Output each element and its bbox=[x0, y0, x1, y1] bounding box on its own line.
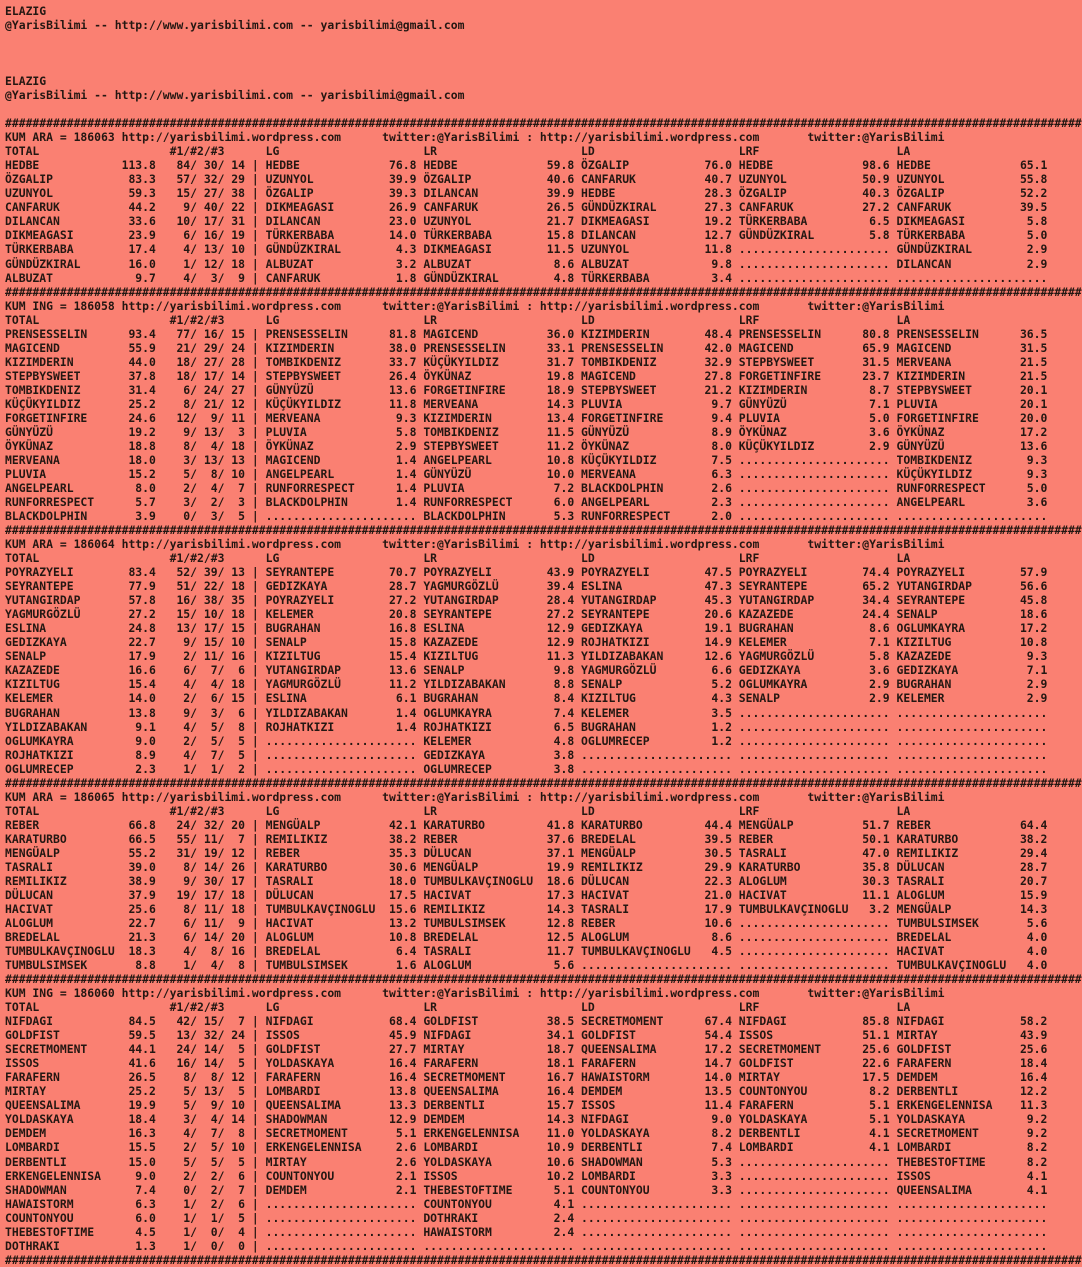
separator-line: ############################################################################################################################################################# bbox=[5, 972, 1082, 987]
table-row: BUGRAHAN 13.8 9/ 3/ 6 | YILDIZABAKAN 1.4 OGLUMKAYRA 7.4 KELEMER 3.5 ...................... ...................... bbox=[5, 705, 1048, 720]
separator-line: ############################################################################################################################################################# bbox=[5, 1252, 1082, 1267]
table-row: KÜÇÜKYILDIZ 25.2 8/ 21/ 12 | KÜÇÜKYILDIZ 11.8 MERVEANA 14.3 PLUVIA 9.7 GÜNYÜZÜ 7.1 PLUVIA 20.1 bbox=[5, 396, 1048, 411]
table-row: ESLINA 24.8 13/ 17/ 15 | BUGRAHAN 16.8 ESLINA 12.9 GEDIZKAYA 19.1 BUGRAHAN 8.6 OGLUMKAYRA 17.2 bbox=[5, 621, 1048, 636]
table-row: DILANCAN 33.6 10/ 17/ 31 | DILANCAN 23.0 UZUNYOL 21.7 DIKMEAGASI 19.2 TÜRKERBABA 6.5 DIKMEAGASI 5.8 bbox=[5, 214, 1048, 229]
blank-line bbox=[5, 102, 1080, 116]
city-line: ELAZIG bbox=[5, 74, 47, 89]
table-row: KIZIMDERIN 44.0 18/ 27/ 28 | TOMBIKDENIZ 33.7 KÜÇÜKYILDIZ 31.7 TOMBIKDENIZ 32.9 STEPBYSWEET 31.5 MERVEANA 21.5 bbox=[5, 354, 1048, 369]
table-row: KARATURBO 66.5 55/ 11/ 7 | REMILIKIZ 38.2 REBER 37.6 BREDELAL 39.5 REBER 50.1 KARATURBO 38.2 bbox=[5, 831, 1048, 846]
table-row: ANGELPEARL 8.0 2/ 4/ 7 | RUNFORRESPECT 1.4 PLUVIA 7.2 BLACKDOLPHIN 2.6 ...................... RUNFORRESPECT 5.0 bbox=[5, 481, 1048, 495]
table-row: YUTANGIRDAP 57.8 16/ 38/ 35 | POYRAZYELI 27.2 YUTANGIRDAP 28.4 YUTANGIRDAP 45.3 YUTANGIRDAP 34.4 SEYRANTEPE 45.8 bbox=[5, 593, 1048, 608]
table-row: SECRETMOMENT 44.1 24/ 14/ 5 | GOLDFIST 27.7 MIRTAY 18.7 QUEENSALIMA 17.2 SECRETMOMENT 25.6 GOLDFIST 25.6 bbox=[5, 1042, 1048, 1057]
table-row: UZUNYOL 59.3 15/ 27/ 38 | ÖZGALIP 39.3 DILANCAN 39.9 HEDBE 28.3 ÖZGALIP 40.3 ÖZGALIP 52.2 bbox=[5, 186, 1048, 201]
table-row: OGLUMRECEP 2.3 1/ 1/ 2 | ...................... OGLUMRECEP 3.8 ...................... ...................... ...................... bbox=[5, 761, 1048, 776]
table-row: PLUVIA 15.2 5/ 8/ 10 | ANGELPEARL 1.4 GÜNYÜZÜ 10.0 MERVEANA 6.3 ...................... KÜÇÜKYILDIZ 9.3 bbox=[5, 466, 1048, 481]
table-row: ERKENGELENNISA 9.0 2/ 2/ 6 | COUNTONYOU 2.1 ISSOS 10.2 LOMBARDI 3.3 ...................... ISSOS 4.1 bbox=[5, 1168, 1048, 1183]
table-row: RUNFORRESPECT 5.7 3/ 2/ 3 | BLACKDOLPHIN 1.4 RUNFORRESPECT 6.0 ANGELPEARL 2.3 ...................... ANGELPEARL 3.6 bbox=[5, 495, 1048, 510]
blank-line bbox=[5, 46, 1080, 60]
section-title-line: KUM ING = 186060 http://yarisbilimi.wordpress.com twitter:@YarisBilimi : http://yarisbilimi.wordpress.com twitter:@YarisBilimi bbox=[5, 986, 945, 1001]
table-row: MAGICEND 55.9 21/ 29/ 24 | KIZIMDERIN 38.0 PRENSESSELIN 33.1 PRENSESSELIN 42.0 MAGICEND 65.9 MAGICEND 31.5 bbox=[5, 340, 1048, 355]
table-row: HAWAISTORM 6.3 1/ 2/ 6 | ...................... COUNTONYOU 4.1 ...................... ...................... ...................... bbox=[5, 1196, 1048, 1211]
table-row: TASRALI 39.0 8/ 14/ 26 | KARATURBO 30.6 MENGÜALP 19.9 REMILIKIZ 29.9 KARATURBO 35.8 DÜLUCAN 28.7 bbox=[5, 859, 1048, 874]
table-row: TUMBULSIMSEK 8.8 1/ 4/ 8 | TUMBULSIMSEK 1.6 ALOGLUM 5.6 ...................... ...................... TUMBULKAVÇINOGLU 4.0 bbox=[5, 958, 1048, 973]
table-row: REBER 66.8 24/ 32/ 20 | MENGÜALP 42.1 KARATURBO 41.8 KARATURBO 44.4 MENGÜALP 51.7 REBER 64.4 bbox=[5, 817, 1048, 832]
section-title-line: KUM ARA = 186065 http://yarisbilimi.wordpress.com twitter:@YarisBilimi : http://yarisbilimi.wordpress.com twitter:@YarisBilimi bbox=[5, 789, 945, 804]
table-row: PRENSESSELIN 93.4 77/ 16/ 15 | PRENSESSELIN 81.8 MAGICEND 36.0 KIZIMDERIN 48.4 PRENSESSELIN 80.8 PRENSESSELIN 36.5 bbox=[5, 326, 1048, 341]
table-row: MERVEANA 18.0 3/ 13/ 13 | MAGICEND 1.4 ANGELPEARL 10.8 KÜÇÜKYILDIZ 7.5 ...................... TOMBIKDENIZ 9.3 bbox=[5, 452, 1048, 467]
table-row: ALBUZAT 9.7 4/ 3/ 9 | CANFARUK 1.8 GÜNDÜZKIRAL 4.8 TÜRKERBABA 3.4 ...................... ...................... bbox=[5, 270, 1048, 285]
table-row: LOMBARDI 15.5 2/ 5/ 10 | ERKENGELENNISA 2.6 LOMBARDI 10.9 DERBENTLI 7.4 LOMBARDI 4.1 LOMBARDI 8.2 bbox=[5, 1140, 1048, 1155]
table-row: CANFARUK 44.2 9/ 40/ 22 | DIKMEAGASI 26.9 CANFARUK 26.5 GÜNDÜZKIRAL 27.3 CANFARUK 27.2 CANFARUK 39.5 bbox=[5, 200, 1048, 215]
table-row: DIKMEAGASI 23.9 6/ 16/ 19 | TÜRKERBABA 14.0 TÜRKERBABA 15.8 DILANCAN 12.7 GÜNDÜZKIRAL 5.8 TÜRKERBABA 5.0 bbox=[5, 228, 1048, 243]
table-row: KAZAZEDE 16.6 6/ 7/ 6 | YUTANGIRDAP 13.6 SENALP 9.8 YAGMURGÖZLÜ 6.6 GEDIZKAYA 3.6 GEDIZKAYA 7.1 bbox=[5, 663, 1048, 678]
section-block-186065 bbox=[5, 790, 1080, 972]
table-row: DÜLUCAN 37.9 19/ 17/ 18 | DÜLUCAN 17.5 HACIVAT 17.3 HACIVAT 21.0 HACIVAT 11.1 ALOGLUM 15.9 bbox=[5, 887, 1048, 902]
table-row: BREDELAL 21.3 6/ 14/ 20 | ALOGLUM 10.8 BREDELAL 12.5 ALOGLUM 8.6 ...................... BREDELAL 4.0 bbox=[5, 930, 1048, 944]
table-row: DOTHRAKI 1.3 1/ 0/ 0 | ...................... ...................... ...................... ...................... ...................... bbox=[5, 1238, 1048, 1253]
table-row: YILDIZABAKAN 9.1 4/ 5/ 8 | ROJHATKIZI 1.4 ROJHATKIZI 6.5 BUGRAHAN 1.2 ...................... ...................... bbox=[5, 719, 1048, 734]
separator-line: ############################################################################################################################################################# bbox=[5, 116, 1082, 131]
table-row: ISSOS 41.6 16/ 14/ 5 | YOLDASKAYA 16.4 FARAFERN 18.1 FARAFERN 14.7 GOLDFIST 22.6 FARAFERN 18.4 bbox=[5, 1056, 1048, 1071]
separator-line: ############################################################################################################################################################# bbox=[5, 284, 1082, 299]
section-title-line: KUM ARA = 186063 http://yarisbilimi.wordpress.com twitter:@YarisBilimi : http://yarisbilimi.wordpress.com twitter:@YarisBilimi bbox=[5, 130, 945, 145]
table-row: HEDBE 113.8 84/ 30/ 14 | HEDBE 76.8 HEDBE 59.8 ÖZGALIP 76.0 HEDBE 98.6 HEDBE 65.1 bbox=[5, 158, 1048, 173]
table-row: KELEMER 14.0 2/ 6/ 15 | ESLINA 6.1 BUGRAHAN 8.4 KIZILTUG 4.3 SENALP 2.9 KELEMER 2.9 bbox=[5, 691, 1048, 706]
table-row: REMILIKIZ 38.9 9/ 30/ 17 | TASRALI 18.0 TUMBULKAVÇINOGLU 18.6 DÜLUCAN 22.3 ALOGLUM 30.3 TASRALI 20.7 bbox=[5, 873, 1048, 888]
table-row: KIZILTUG 15.4 4/ 4/ 18 | YAGMURGÖZLÜ 11.2 YILDIZABAKAN 8.8 SENALP 5.2 OGLUMKAYRA 2.9 BUGRAHAN 2.9 bbox=[5, 677, 1048, 692]
report-body bbox=[5, 116, 1080, 1267]
table-row: GÜNDÜZKIRAL 16.0 1/ 12/ 18 | ALBUZAT 3.2 ALBUZAT 8.6 ALBUZAT 9.8 ...................... DILANCAN 2.9 bbox=[5, 256, 1048, 271]
table-row: DERBENTLI 15.0 5/ 5/ 5 | MIRTAY 2.6 YOLDASKAYA 10.6 SHADOWMAN 5.3 ...................... THEBESTOFTIME 8.2 bbox=[5, 1154, 1048, 1169]
table-row: ÖYKÜNAZ 18.8 8/ 4/ 18 | ÖYKÜNAZ 2.9 STEPBYSWEET 11.2 ÖYKÜNAZ 8.0 KÜÇÜKYILDIZ 2.9 GÜNYÜZÜ 13.6 bbox=[5, 438, 1048, 453]
table-row: TOMBIKDENIZ 31.4 6/ 24/ 27 | GÜNYÜZÜ 13.6 FORGETINFIRE 18.9 STEPBYSWEET 21.2 KIZIMDERIN 8.7 STEPBYSWEET 20.1 bbox=[5, 382, 1048, 397]
byline-line: @YarisBilimi -- http://www.yarisbilimi.com -- yarisbilimi@gmail.com bbox=[5, 18, 465, 33]
table-row: GOLDFIST 59.5 13/ 32/ 24 | ISSOS 45.9 NIFDAGI 34.1 GOLDFIST 54.4 ISSOS 51.1 MIRTAY 43.9 bbox=[5, 1028, 1048, 1043]
blank-line bbox=[5, 32, 1080, 46]
table-row: MENGÜALP 55.2 31/ 19/ 12 | REBER 35.3 DÜLUCAN 37.1 MENGÜALP 30.5 TASRALI 47.0 REMILIKIZ 29.4 bbox=[5, 845, 1048, 860]
table-row: SEYRANTEPE 77.9 51/ 22/ 18 | GEDIZKAYA 28.7 YAGMURGÖZLÜ 39.4 ESLINA 47.3 SEYRANTEPE 65.2 YUTANGIRDAP 56.6 bbox=[5, 579, 1048, 594]
city-line: ELAZIG bbox=[5, 4, 47, 18]
section-title-line: KUM ARA = 186064 http://yarisbilimi.wordpress.com twitter:@YarisBilimi : http://yarisbilimi.wordpress.com twitter:@YarisBilimi bbox=[5, 537, 945, 552]
table-row: HACIVAT 25.6 8/ 11/ 18 | TUMBULKAVÇINOGLU 15.6 REMILIKIZ 14.3 TASRALI 17.9 TUMBULKAVÇINOGLU 3.2 MENGÜALP 14.3 bbox=[5, 901, 1048, 916]
table-row: SENALP 17.9 2/ 11/ 16 | KIZILTUG 15.4 KIZILTUG 11.3 YILDIZABAKAN 12.6 YAGMURGÖZLÜ 5.8 KAZAZEDE 9.3 bbox=[5, 649, 1048, 664]
separator-line: ############################################################################################################################################################# bbox=[5, 775, 1082, 790]
table-row: GEDIZKAYA 22.7 9/ 15/ 10 | SENALP 15.8 KAZAZEDE 12.9 ROJHATKIZI 14.9 KELEMER 7.1 KIZILTUG 10.8 bbox=[5, 635, 1048, 650]
table-row: FORGETINFIRE 24.6 12/ 9/ 11 | MERVEANA 9.3 KIZIMDERIN 13.4 FORGETINFIRE 9.4 PLUVIA 5.0 FORGETINFIRE 20.0 bbox=[5, 410, 1048, 425]
table-row: DEMDEM 16.3 4/ 7/ 8 | SECRETMOMENT 5.1 ERKENGELENNISA 11.0 YOLDASKAYA 8.2 DERBENTLI 4.1 SECRETMOMENT 9.2 bbox=[5, 1126, 1048, 1141]
table-row: QUEENSALIMA 19.9 5/ 9/ 10 | QUEENSALIMA 13.3 DERBENTLI 15.7 ISSOS 11.4 FARAFERN 5.1 ERKENGELENNISA 11.3 bbox=[5, 1098, 1048, 1113]
section-block-186060 bbox=[5, 986, 1080, 1253]
section-title-line: KUM ING = 186058 http://yarisbilimi.wordpress.com twitter:@YarisBilimi : http://yarisbilimi.wordpress.com twitter:@YarisBilimi bbox=[5, 298, 945, 313]
table-row: FARAFERN 26.5 8/ 8/ 12 | FARAFERN 16.4 SECRETMOMENT 16.7 HAWAISTORM 14.0 MIRTAY 17.5 DEMDEM 16.4 bbox=[5, 1070, 1048, 1085]
table-row: COUNTONYOU 6.0 1/ 1/ 5 | ...................... DOTHRAKI 2.4 ...................... ...................... ...................... bbox=[5, 1210, 1048, 1225]
table-row: BLACKDOLPHIN 3.9 0/ 3/ 5 | ...................... BLACKDOLPHIN 5.3 RUNFORRESPECT 2.0 ...................... ...................... bbox=[5, 509, 1048, 524]
table-row: POYRAZYELI 83.4 52/ 39/ 13 | SEYRANTEPE 70.7 POYRAZYELI 43.9 POYRAZYELI 47.5 POYRAZYELI 74.4 POYRAZYELI 57.9 bbox=[5, 565, 1048, 580]
section-block-186064 bbox=[5, 537, 1080, 776]
table-row: SHADOWMAN 7.4 0/ 2/ 7 | DEMDEM 2.1 THEBESTOFTIME 5.1 COUNTONYOU 3.3 ...................... QUEENSALIMA 4.1 bbox=[5, 1182, 1048, 1197]
table-row: YAGMURGÖZLÜ 27.2 15/ 10/ 18 | KELEMER 20.8 SEYRANTEPE 27.2 SEYRANTEPE 20.6 KAZAZEDE 24.4 SENALP 18.6 bbox=[5, 607, 1048, 622]
table-row: GÜNYÜZÜ 19.2 9/ 13/ 3 | PLUVIA 5.8 TOMBIKDENIZ 11.5 GÜNYÜZÜ 8.9 ÖYKÜNAZ 3.6 ÖYKÜNAZ 17.2 bbox=[5, 424, 1048, 439]
section-block-186058 bbox=[5, 299, 1080, 524]
table-row: MIRTAY 25.2 5/ 13/ 5 | LOMBARDI 13.8 QUEENSALIMA 16.4 DEMDEM 13.5 COUNTONYOU 8.2 DERBENTLI 12.2 bbox=[5, 1084, 1048, 1099]
table-row: OGLUMKAYRA 9.0 2/ 5/ 5 | ...................... KELEMER 4.8 OGLUMRECEP 1.2 ...................... ...................... bbox=[5, 733, 1048, 748]
section-block-186063 bbox=[5, 130, 1080, 284]
columns-header-line: TOTAL #1/#2/#3 LG LR LD LRF LA bbox=[5, 1000, 911, 1015]
columns-header-line: TOTAL #1/#2/#3 LG LR LD LRF LA bbox=[5, 312, 911, 327]
table-row: ÖZGALIP 83.3 57/ 32/ 29 | UZUNYOL 39.9 ÖZGALIP 40.6 CANFARUK 40.7 UZUNYOL 50.9 UZUNYOL 55.8 bbox=[5, 172, 1048, 187]
table-row: THEBESTOFTIME 4.5 1/ 0/ 4 | ...................... HAWAISTORM 2.4 ...................... ...................... ...................... bbox=[5, 1224, 1048, 1239]
table-row: ROJHATKIZI 8.9 4/ 7/ 5 | ...................... GEDIZKAYA 3.8 ...................... ...................... ...................... bbox=[5, 747, 1048, 762]
blank-line bbox=[5, 60, 1080, 74]
columns-header-line: TOTAL #1/#2/#3 LG LR LD LRF LA bbox=[5, 551, 911, 566]
table-row: TÜRKERBABA 17.4 4/ 13/ 10 | GÜNDÜZKIRAL 4.3 DIKMEAGASI 11.5 UZUNYOL 11.8 ...................... GÜNDÜZKIRAL 2.9 bbox=[5, 242, 1048, 257]
columns-header-line: TOTAL #1/#2/#3 LG LR LD LRF LA bbox=[5, 803, 911, 818]
table-row: ALOGLUM 22.7 6/ 11/ 9 | HACIVAT 13.2 TUMBULSIMSEK 12.8 REBER 10.6 ...................... TUMBULSIMSEK 5.6 bbox=[5, 915, 1048, 930]
table-row: TUMBULKAVÇINOGLU 18.3 4/ 8/ 16 | BREDELAL 6.4 TASRALI 11.7 TUMBULKAVÇINOGLU 4.5 ...................... HACIVAT 4.0 bbox=[5, 944, 1048, 959]
separator-line: ############################################################################################################################################################# bbox=[5, 523, 1082, 538]
report-header bbox=[5, 4, 1080, 116]
columns-header-line: TOTAL #1/#2/#3 LG LR LD LRF LA bbox=[5, 144, 911, 159]
table-row: YOLDASKAYA 18.4 3/ 4/ 14 | SHADOWMAN 12.9 DEMDEM 14.3 NIFDAGI 9.0 YOLDASKAYA 5.1 YOLDASKAYA 9.2 bbox=[5, 1112, 1048, 1127]
table-row: NIFDAGI 84.5 42/ 15/ 7 | NIFDAGI 68.4 GOLDFIST 38.5 SECRETMOMENT 67.4 NIFDAGI 85.8 NIFDAGI 58.2 bbox=[5, 1014, 1048, 1029]
byline-line: @YarisBilimi -- http://www.yarisbilimi.com -- yarisbilimi@gmail.com bbox=[5, 88, 465, 103]
table-row: STEPBYSWEET 37.8 18/ 17/ 14 | STEPBYSWEET 26.4 ÖYKÜNAZ 19.8 MAGICEND 27.8 FORGETINFIRE 23.7 KIZIMDERIN 21.5 bbox=[5, 368, 1048, 383]
